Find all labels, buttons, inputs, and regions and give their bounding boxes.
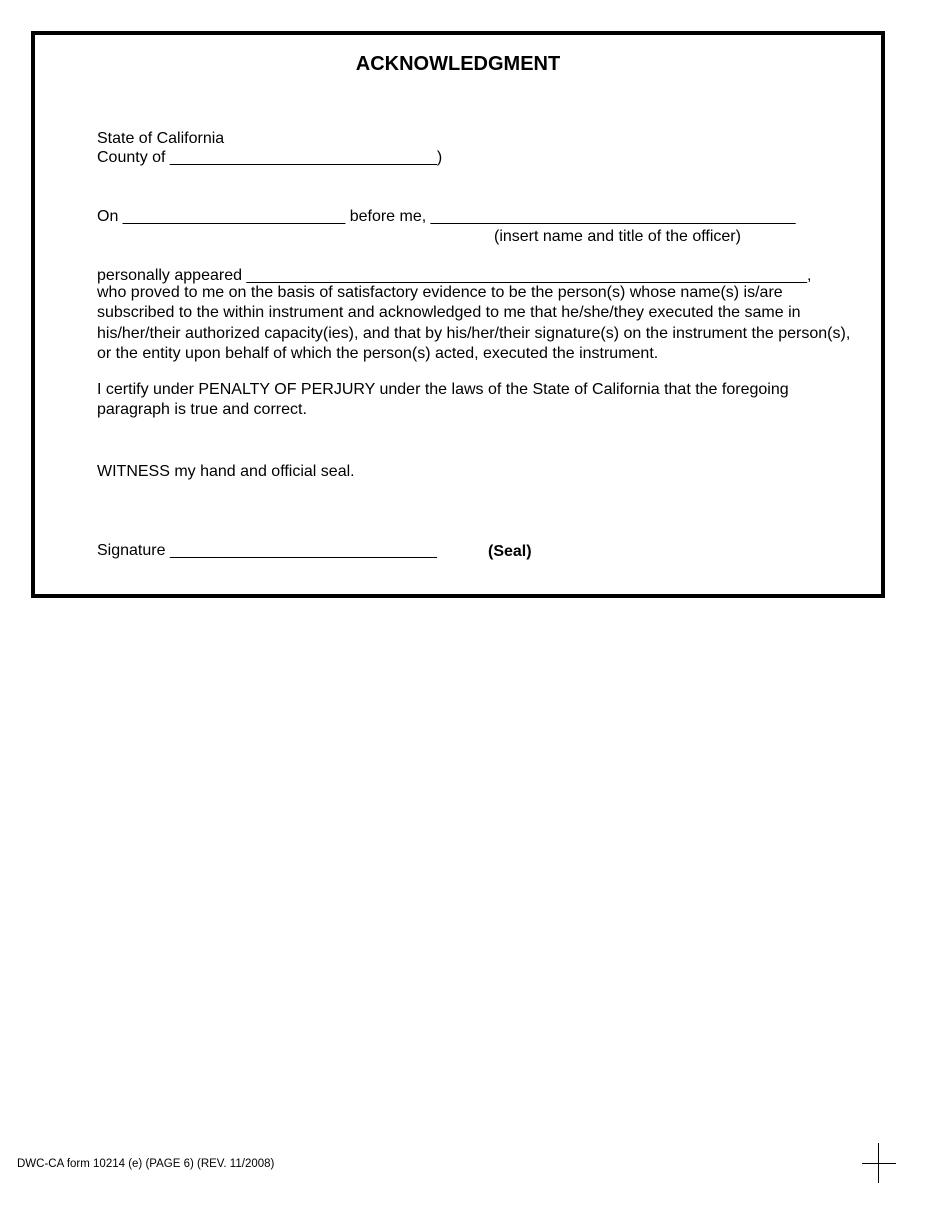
acknowledgment-box (31, 31, 885, 598)
personally-appeared-field[interactable]: personally appeared _______________________________________________________________, (97, 267, 812, 284)
footer-form-id: DWC-CA form 10214 (e) (PAGE 6) (REV. 11/2008) (17, 1158, 275, 1170)
date-officer-field[interactable]: On _________________________ before me, _________________________________________ (97, 208, 796, 225)
perjury-paragraph: I certify under PENALTY OF PERJURY under the laws of the State of California that the foregoing paragraph is true and correct. (97, 381, 789, 419)
crop-mark-icon (862, 1143, 896, 1183)
state-line: State of California (97, 130, 225, 147)
signature-field[interactable]: Signature ______________________________ (97, 542, 437, 559)
seal-label: (Seal) (488, 543, 532, 560)
proof-paragraph: who proved to me on the basis of satisfactory evidence to be the person(s) whose name(s) is/are subscribed to the within instrument and acknowledged to me that he/she/they executed the same in his/her/their authorized capacity(ies), and that by his/her/their signature(s) on the instrument the person(s), or the entity upon behalf of which the person(s) acted, executed the instrument. (97, 284, 851, 363)
form-title: ACKNOWLEDGMENT (355, 53, 561, 75)
witness-line: WITNESS my hand and official seal. (97, 463, 355, 480)
officer-note: (insert name and title of the officer) (494, 228, 741, 245)
county-field[interactable]: County of ______________________________) (97, 149, 443, 166)
